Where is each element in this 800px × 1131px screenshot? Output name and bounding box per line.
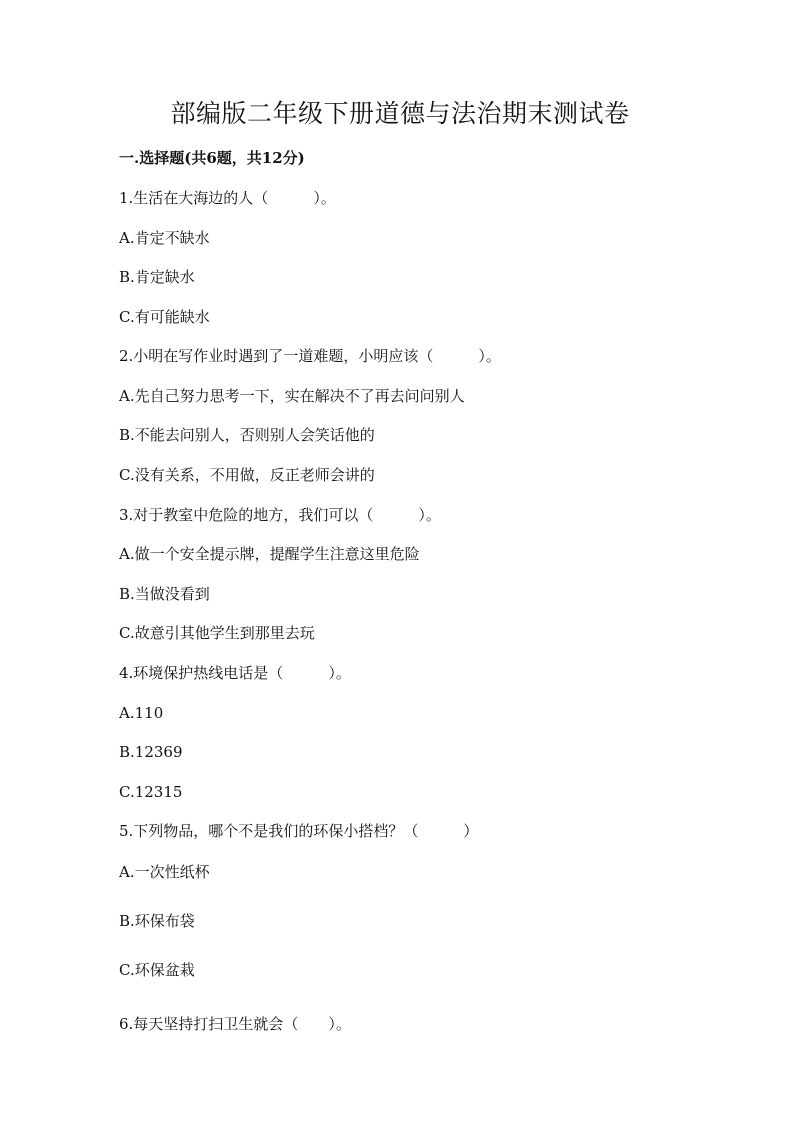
question-6-stem: 6.每天坚持打扫卫生就会（ ）。 <box>119 1015 351 1033</box>
question-1-stem: 1.生活在大海边的人（ ）。 <box>119 189 336 207</box>
question-2-option-b: B.不能去问别人，否则别人会笑话他的 <box>119 426 375 444</box>
question-1-option-b: B.肯定缺水 <box>119 268 195 286</box>
section-heading: 一.选择题(共6题，共12分) <box>119 149 305 167</box>
question-5-stem: 5.下列物品，哪个不是我们的环保小搭档？（ ） <box>119 822 479 840</box>
question-1-option-a: A.肯定不缺水 <box>119 229 210 247</box>
question-4-option-c: C.12315 <box>119 783 183 801</box>
question-4-stem: 4.环境保护热线电话是（ ）。 <box>119 664 351 682</box>
page-title: 部编版二年级下册道德与法治期末测试卷 <box>170 99 630 128</box>
question-3-stem: 3.对于教室中危险的地方，我们可以（ ）。 <box>119 506 441 524</box>
question-3-option-b: B.当做没看到 <box>119 585 210 603</box>
question-5-option-c: C.环保盆栽 <box>119 961 195 979</box>
question-3-option-a: A.做一个安全提示牌，提醒学生注意这里危险 <box>119 545 420 563</box>
question-5-option-a: A.一次性纸杯 <box>119 863 210 881</box>
question-4-option-b: B.12369 <box>119 743 183 761</box>
question-5-option-b: B.环保布袋 <box>119 912 195 930</box>
question-1-option-c: C.有可能缺水 <box>119 308 210 326</box>
question-2-stem: 2.小明在写作业时遇到了一道难题，小明应该（ ）。 <box>119 347 501 365</box>
question-4-option-a: A.110 <box>119 704 164 722</box>
question-3-option-c: C.故意引其他学生到那里去玩 <box>119 624 315 642</box>
question-2-option-c: C.没有关系，不用做，反正老师会讲的 <box>119 466 375 484</box>
question-2-option-a: A.先自己努力思考一下，实在解决不了再去问问别人 <box>119 387 465 405</box>
